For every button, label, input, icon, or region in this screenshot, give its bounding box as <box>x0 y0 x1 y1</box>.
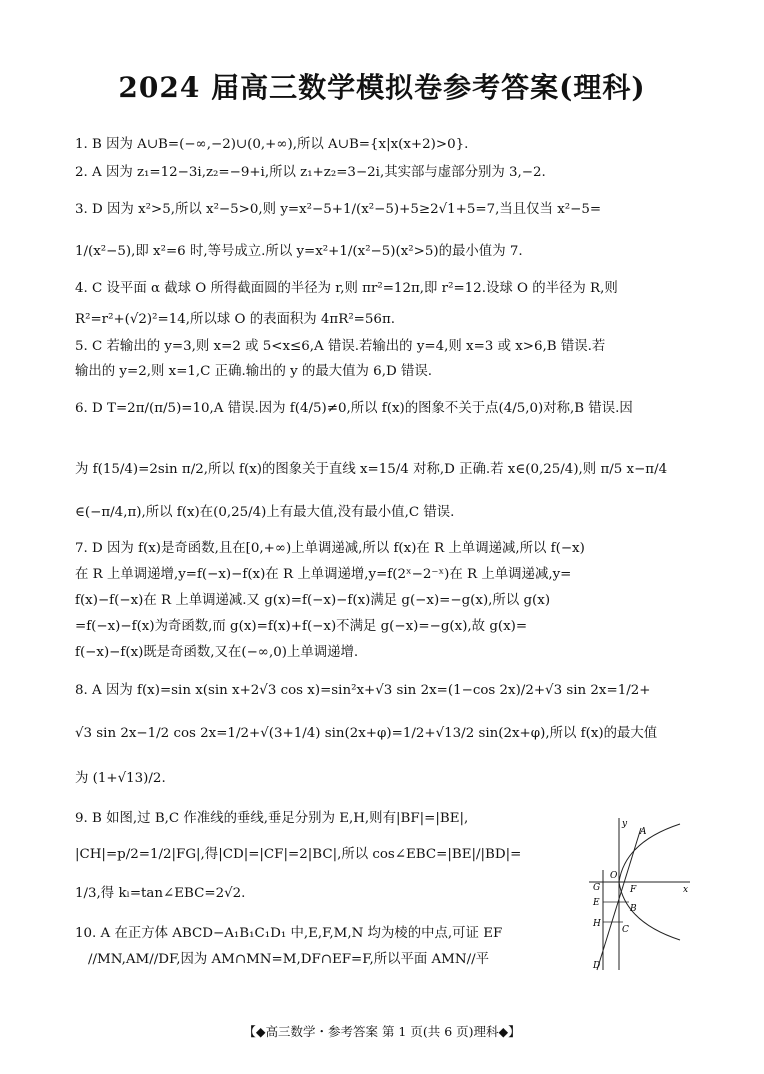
answer-6-line-2: 为 f(15/4)=2sin π/2,所以 f(x)的图象关于直线 x=15/4 对称,D 正确.若 x∈(0,25/4),则 π/5 x−π/4 <box>75 462 668 477</box>
answer-4-line-2: R²=r²+(√2)²=14,所以球 O 的表面积为 4πR²=56π. <box>75 312 396 327</box>
label-b: B <box>630 904 637 914</box>
label-o: O <box>610 871 618 881</box>
answer-9-line-1: 9. B 如图,过 B,C 作准线的垂线,垂足分别为 E,H,则有|BF|=|BE|, <box>75 811 469 826</box>
page-title: 2024 届高三数学模拟卷参考答案(理科) <box>118 71 646 104</box>
answer-9-line-2: |CH|=p/2=1/2|FG|,得|CD|=|CF|=2|BC|,所以 cos∠EBC=|BE|/|BD|= <box>75 847 522 862</box>
answer-10-line-2: //MN,AM//DF,因为 AM∩MN=M,DF∩EF=F,所以平面 AMN//平 <box>88 952 490 967</box>
answer-1-line-1: 1. B 因为 A∪B=(−∞,−2)∪(0,+∞),所以 A∪B={x|x(x+2)>0}. <box>75 137 469 152</box>
answer-8-line-2: √3 sin 2x−1/2 cos 2x=1/2+√(3+1/4) sin(2x+φ)=1/2+√13/2 sin(2x+φ),所以 f(x)的最大值 <box>75 726 658 741</box>
answer-6-line-1: 6. D T=2π/(π/5)=10,A 错误.因为 f(4/5)≠0,所以 f(x)的图象不关于点(4/5,0)对称,B 错误.因 <box>75 401 633 416</box>
label-e: E <box>593 898 600 908</box>
answer-6-line-3: ∈(−π/4,π),所以 f(x)在(0,25/4)上有最大值,没有最小值,C 错误. <box>75 505 455 520</box>
label-h: H <box>593 919 601 929</box>
label-f: F <box>630 885 637 895</box>
label-a: A <box>640 827 647 837</box>
label-y: y <box>622 819 628 829</box>
label-g: G <box>593 883 601 893</box>
label-d: D <box>593 961 601 971</box>
answer-4-line-1: 4. C 设平面 α 截球 O 所得截面圆的半径为 r,则 πr²=12π,即 r²=12.设球 O 的半径为 R,则 <box>75 281 618 296</box>
answer-9-line-3: 1/3,得 kₗ=tan∠EBC=2√2. <box>75 886 246 901</box>
answer-7-line-3: f(x)−f(−x)在 R 上单调递减.又 g(x)=f(−x)−f(x)满足 g(−x)=−g(x),所以 g(x) <box>75 593 551 608</box>
answer-3-line-1: 3. D 因为 x²>5,所以 x²−5>0,则 y=x²−5+1/(x²−5)+5≥2√1+5=7,当且仅当 x²−5= <box>75 202 602 217</box>
answer-7-line-1: 7. D 因为 f(x)是奇函数,且在[0,+∞)上单调递减,所以 f(x)在 R 上单调递减,所以 f(−x) <box>75 541 585 556</box>
answer-10-line-1: 10. A 在正方体 ABCD−A₁B₁C₁D₁ 中,E,F,M,N 均为棱的中点,可证 EF <box>75 926 503 941</box>
answer-7-line-5: f(−x)−f(x)既是奇函数,又在(−∞,0)上单调递增. <box>75 645 359 660</box>
label-x: x <box>683 885 689 895</box>
answer-7-line-4: =f(−x)−f(x)为奇函数,而 g(x)=f(x)+f(−x)不满足 g(−x)=−g(x),故 g(x)= <box>75 619 528 634</box>
parabola-figure <box>585 812 700 972</box>
answer-8-line-1: 8. A 因为 f(x)=sin x(sin x+2√3 cos x)=sin²x+√3 sin 2x=(1−cos 2x)/2+√3 sin 2x=1/2+ <box>75 683 651 698</box>
page-footer: 【◆高三数学・参考答案 第 1 页(共 6 页)理科◆】 <box>243 1024 521 1039</box>
answer-3-line-2: 1/(x²−5),即 x²=6 时,等号成立.所以 y=x²+1/(x²−5)(x²>5)的最小值为 7. <box>75 244 523 259</box>
answer-7-line-2: 在 R 上单调递增,y=f(−x)−f(x)在 R 上单调递增,y=f(2ˣ−2⁻ˣ)在 R 上单调递减,y= <box>75 567 572 582</box>
answer-2-line-1: 2. A 因为 z₁=12−3i,z₂=−9+i,所以 z₁+z₂=3−2i,其实部与虚部分别为 3,−2. <box>75 165 546 180</box>
answer-5-line-2: 输出的 y=2,则 x=1,C 正确.输出的 y 的最大值为 6,D 错误. <box>75 364 432 379</box>
answer-5-line-1: 5. C 若输出的 y=3,则 x=2 或 5<x≤6,A 错误.若输出的 y=4,则 x=3 或 x>6,B 错误.若 <box>75 339 606 354</box>
label-c: C <box>622 925 629 935</box>
answer-8-line-3: 为 (1+√13)/2. <box>75 771 166 786</box>
